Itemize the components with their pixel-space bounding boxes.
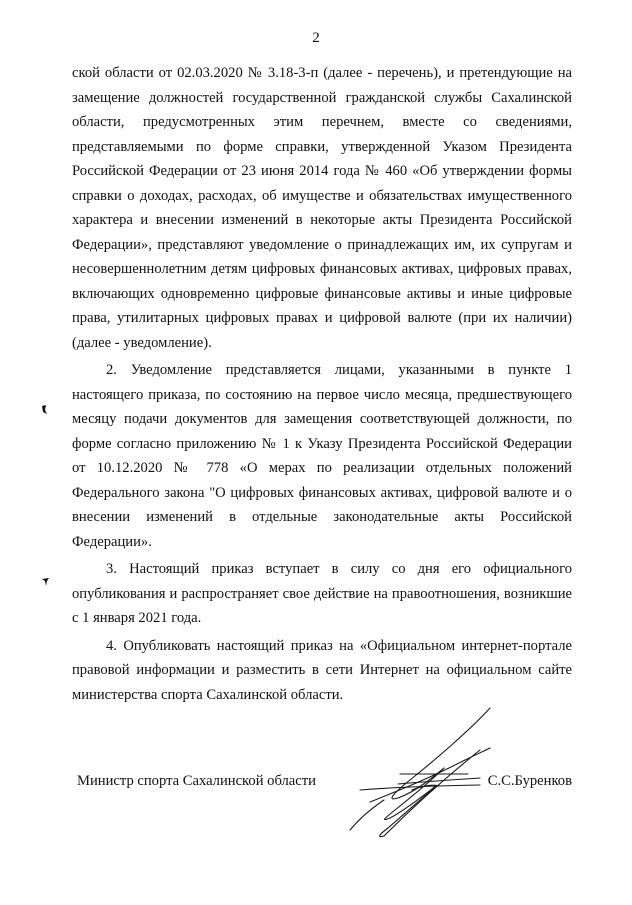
page-number: 2 xyxy=(312,30,320,46)
handwritten-signature xyxy=(340,690,520,850)
paragraph-item-2: 2. Уведомление представляется лицами, указанными в пункте 1 настоящего приказа, по состоянию на первое число месяца, предшествующего месяцу подачи документов для замещения соответствующей должности, по форме согласно приложению № 1 к Указу Президента Российской Федерации от 10.12.2020 № 778 «О мерах по реализации отдельных положений Федерального закона "О цифровых финансовых активах, цифровой валюте и о внесении изменений в отдельные законодательные акты Российской Федерации». xyxy=(72,362,572,550)
scan-mark-icon xyxy=(40,404,50,419)
paragraph-item-4: 4. Опубликовать настоящий приказ на «Официальном интернет-портале правовой информации и разместить в сети Интернет на официальном сайте министерства спорта Сахалинской области. xyxy=(72,637,572,703)
signature-block xyxy=(77,773,572,795)
paragraph-continuation: ской области от 02.03.2020 № 3.18-3-п (далее - перечень), и претендующие на замещение должностей государственной гражданской службы Сахалинской области, предусмотренных этим перечнем, вместе со сведениями, представляемыми по форме справки, утвержденной Указом Президента Российской Федерации от 23 июня 2014 года № 460 «Об утверждении формы справки о доходах, расходах, об имуществе и обязательствах имущественного характера и внесении изменений в некоторые акты Президента Российской Федерации», представляют уведомление о принадлежащих им, их супругам и несовершеннолетним детям цифровых финансовых активах, цифровых правах, включающих одновременно цифровые финансовые активы и иные цифровые права, утилитарных цифровых правах и цифровой валюте (при их наличии) (далее - уведомление). xyxy=(72,65,572,351)
signatory-name: С.С.Буренков xyxy=(487,773,572,789)
paragraph-item-3: 3. Настоящий приказ вступает в силу со дня его официального опубликования и распространяет свое действие на правоотношения, возникшие с 1 января 2021 года. xyxy=(72,561,572,626)
signatory-title: Министр спорта Сахалинской области xyxy=(77,773,316,789)
scan-mark-icon xyxy=(41,577,51,590)
document-body xyxy=(72,61,572,707)
